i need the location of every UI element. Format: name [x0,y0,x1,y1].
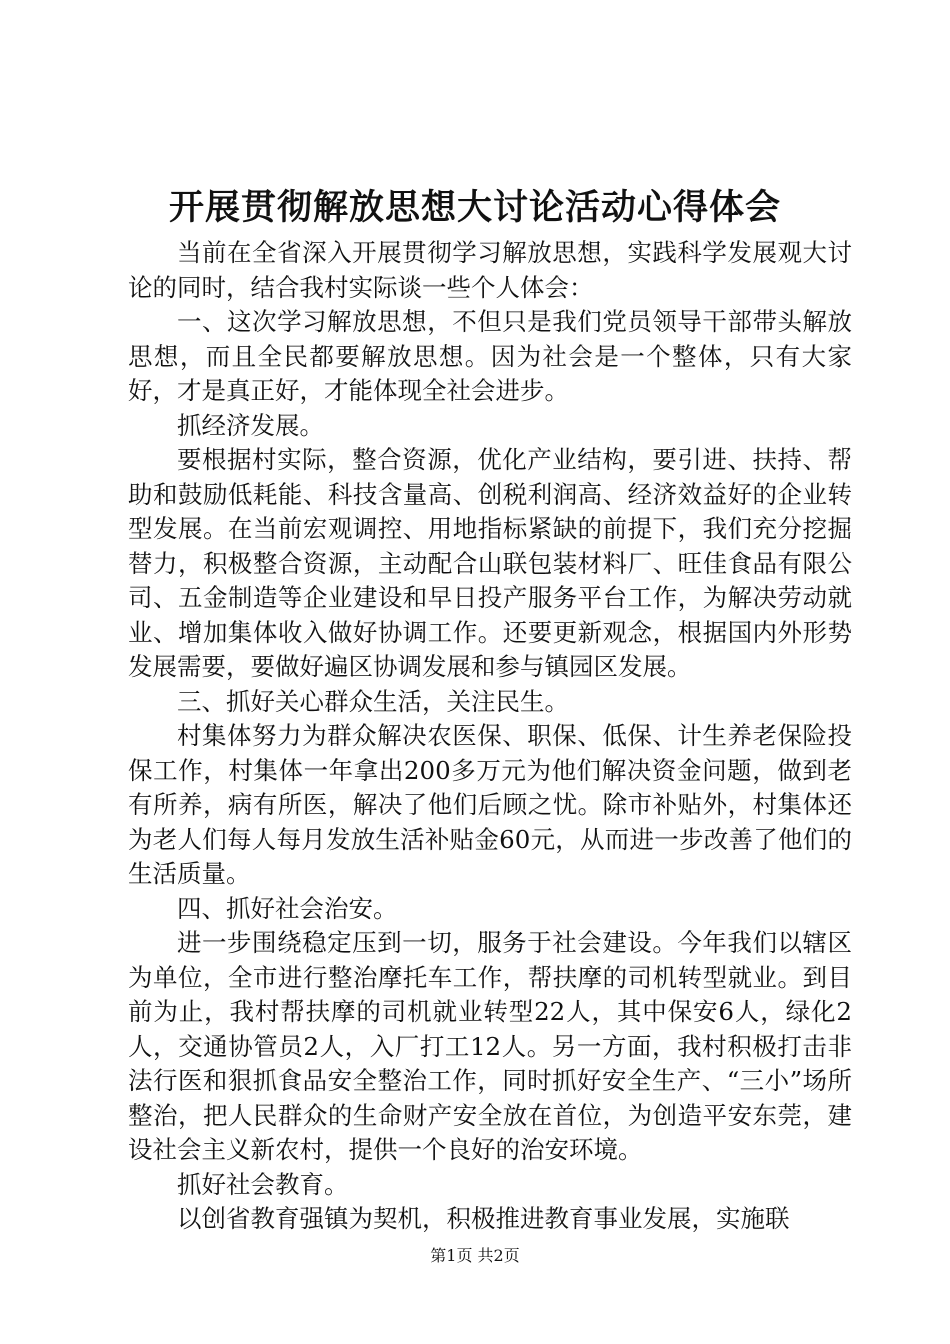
paragraph-livelihood: 村集体努力为群众解决农医保、职保、低保、计生养老保险投保工作，村集体一年拿出200多万元为他们解决资金问题，做到老有所养，病有所医，解决了他们后顾之忧。除市补贴外，村集体还为老人们每人每月发放生活补贴金60元，从而进一步改善了他们的生活质量。 [128,721,852,888]
heading-economy: 抓经济发展。 [177,410,324,440]
document-title: 开展贯彻解放思想大讨论活动心得体会 [168,187,781,228]
paragraph-intro: 当前在全省深入开展贯彻学习解放思想，实践科学发展观大讨论的同时，结合我村实际谈一些个人体会： [128,238,852,302]
paragraph-section-1: 一、这次学习解放思想，不但只是我们党员领导干部带头解放思想，而且全民都要解放思想。因为社会是一个整体，只有大家好，才是真正好，才能体现全社会进步。 [128,307,852,405]
paragraph-public-security: 进一步围绕稳定压到一切，服务于社会建设。今年我们以辖区为单位，全市进行整治摩托车工作，帮扶摩的司机转型就业。到目前为止，我村帮扶摩的司机就业转型22人，其中保安6人，绿化2人，交通协管员2人，入厂打工12人。另一方面，我村积极打击非法行医和狠抓食品安全整治工作，同时抓好安全生产、“三小”场所整治，把人民群众的生命财产安全放在首位，为创造平安东莞，建设社会主义新农村，提供一个良好的治安环境。 [128,928,852,1164]
heading-education: 抓好社会教育。 [177,1169,349,1199]
page-footer: 第1页 共2页 [430,1246,520,1265]
heading-livelihood: 三、抓好关心群众生活，关注民生。 [177,686,569,716]
document-body [128,236,852,1237]
heading-public-security: 四、抓好社会治安。 [177,893,398,923]
paragraph-economy: 要根据村实际，整合资源，优化产业结构，要引进、扶持、帮助和鼓励低耗能、科技含量高、创税利润高、经济效益好的企业转型发展。在当前宏观调控、用地指标紧缺的前提下，我们充分挖掘替力，积极整合资源，主动配合山联包装材料厂、旺佳食品有限公司、五金制造等企业建设和早日投产服务平台工作，为解决劳动就业、增加集体收入做好协调工作。还要更新观念，根据国内外形势发展需要，要做好遍区协调发展和参与镇园区发展。 [128,445,852,681]
paragraph-education: 以创省教育强镇为契机，积极推进教育事业发展，实施联 [177,1204,790,1233]
